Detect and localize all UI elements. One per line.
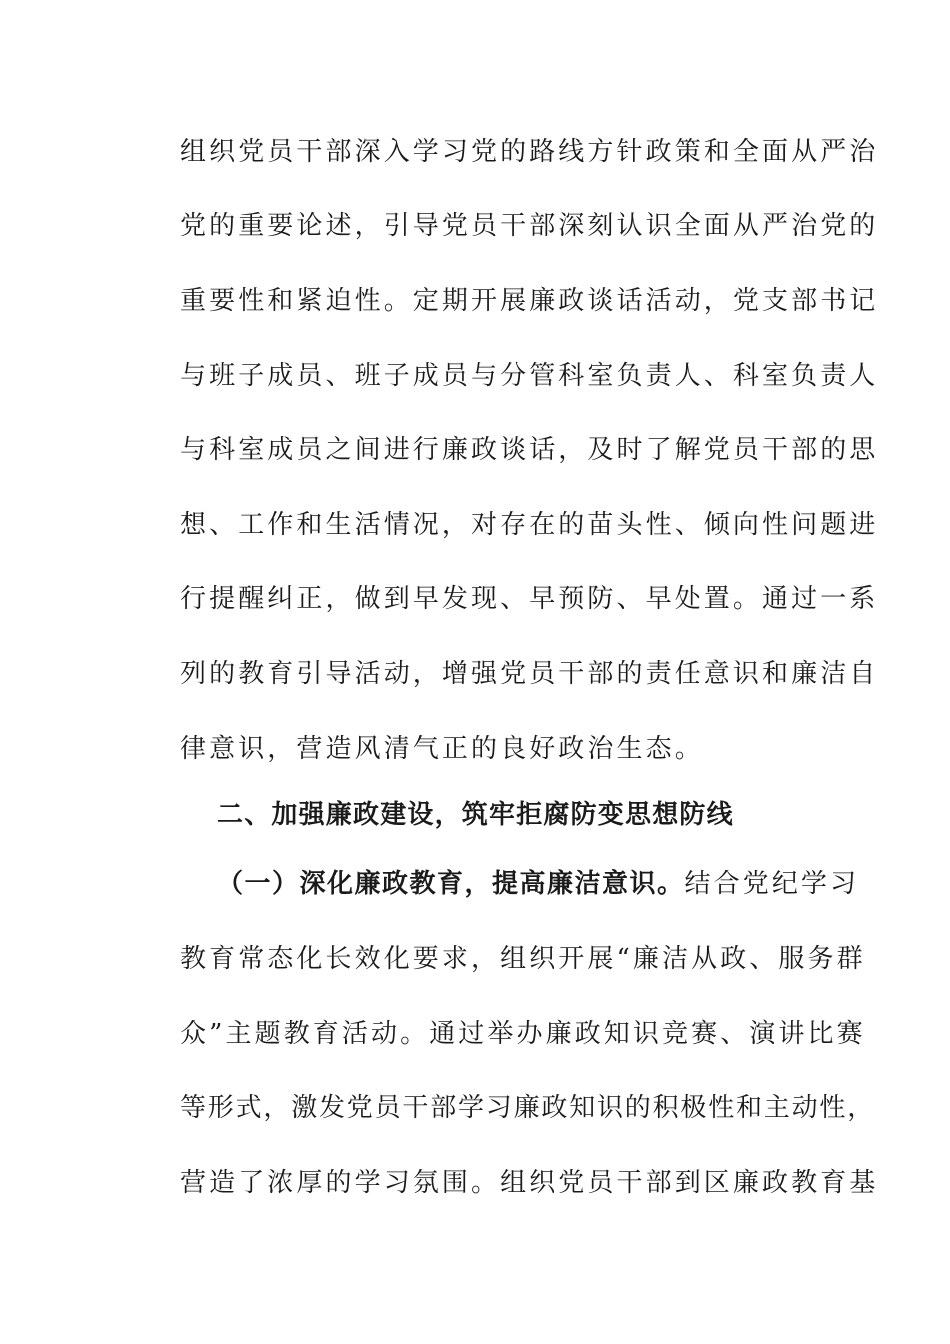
subsection-text: 结合党纪学习: [684, 869, 860, 899]
paragraph-line: 列的教育引导活动，增强党员干部的责任意识和廉洁自: [180, 659, 879, 689]
paragraph-line: 组织党员干部深入学习党的路线方针政策和全面从严治: [180, 137, 879, 167]
paragraph-line: 众”主题教育活动。通过举办廉政知识竞赛、演讲比赛: [180, 1019, 866, 1049]
paragraph-line: 与科室成员之间进行廉政谈话，及时了解党员干部的思: [180, 435, 879, 465]
paragraph-line: 行提醒纠正，做到早发现、早预防、早处置。通过一系: [180, 584, 879, 614]
subsection-first-line: [217, 866, 860, 902]
paragraph-line: 与班子成员、班子成员与分管科室负责人、科室负责人: [180, 361, 879, 391]
paragraph-line: 营造了浓厚的学习氛围。组织党员干部到区廉政教育基: [180, 1168, 879, 1198]
subsection-title: （一）深化廉政教育，提高廉洁意识。: [217, 869, 685, 899]
section-heading: 二、加强廉政建设，筑牢拒腐防变思想防线: [217, 800, 734, 830]
paragraph-line: 等形式，激发党员干部学习廉政知识的积极性和主动性，: [180, 1093, 876, 1123]
paragraph-line: 律意识，营造风清气正的良好政治生态。: [180, 734, 704, 764]
paragraph-line: 重要性和紧迫性。定期开展廉政谈话活动，党支部书记: [180, 286, 879, 316]
paragraph-line: 党的重要论述，引导党员干部深刻认识全面从严治党的: [180, 211, 879, 241]
paragraph-line: 教育常态化长效化要求，组织开展“廉洁从政、服务群: [180, 944, 866, 974]
paragraph-line: 想、工作和生活情况，对存在的苗头性、倾向性问题进: [180, 510, 879, 540]
